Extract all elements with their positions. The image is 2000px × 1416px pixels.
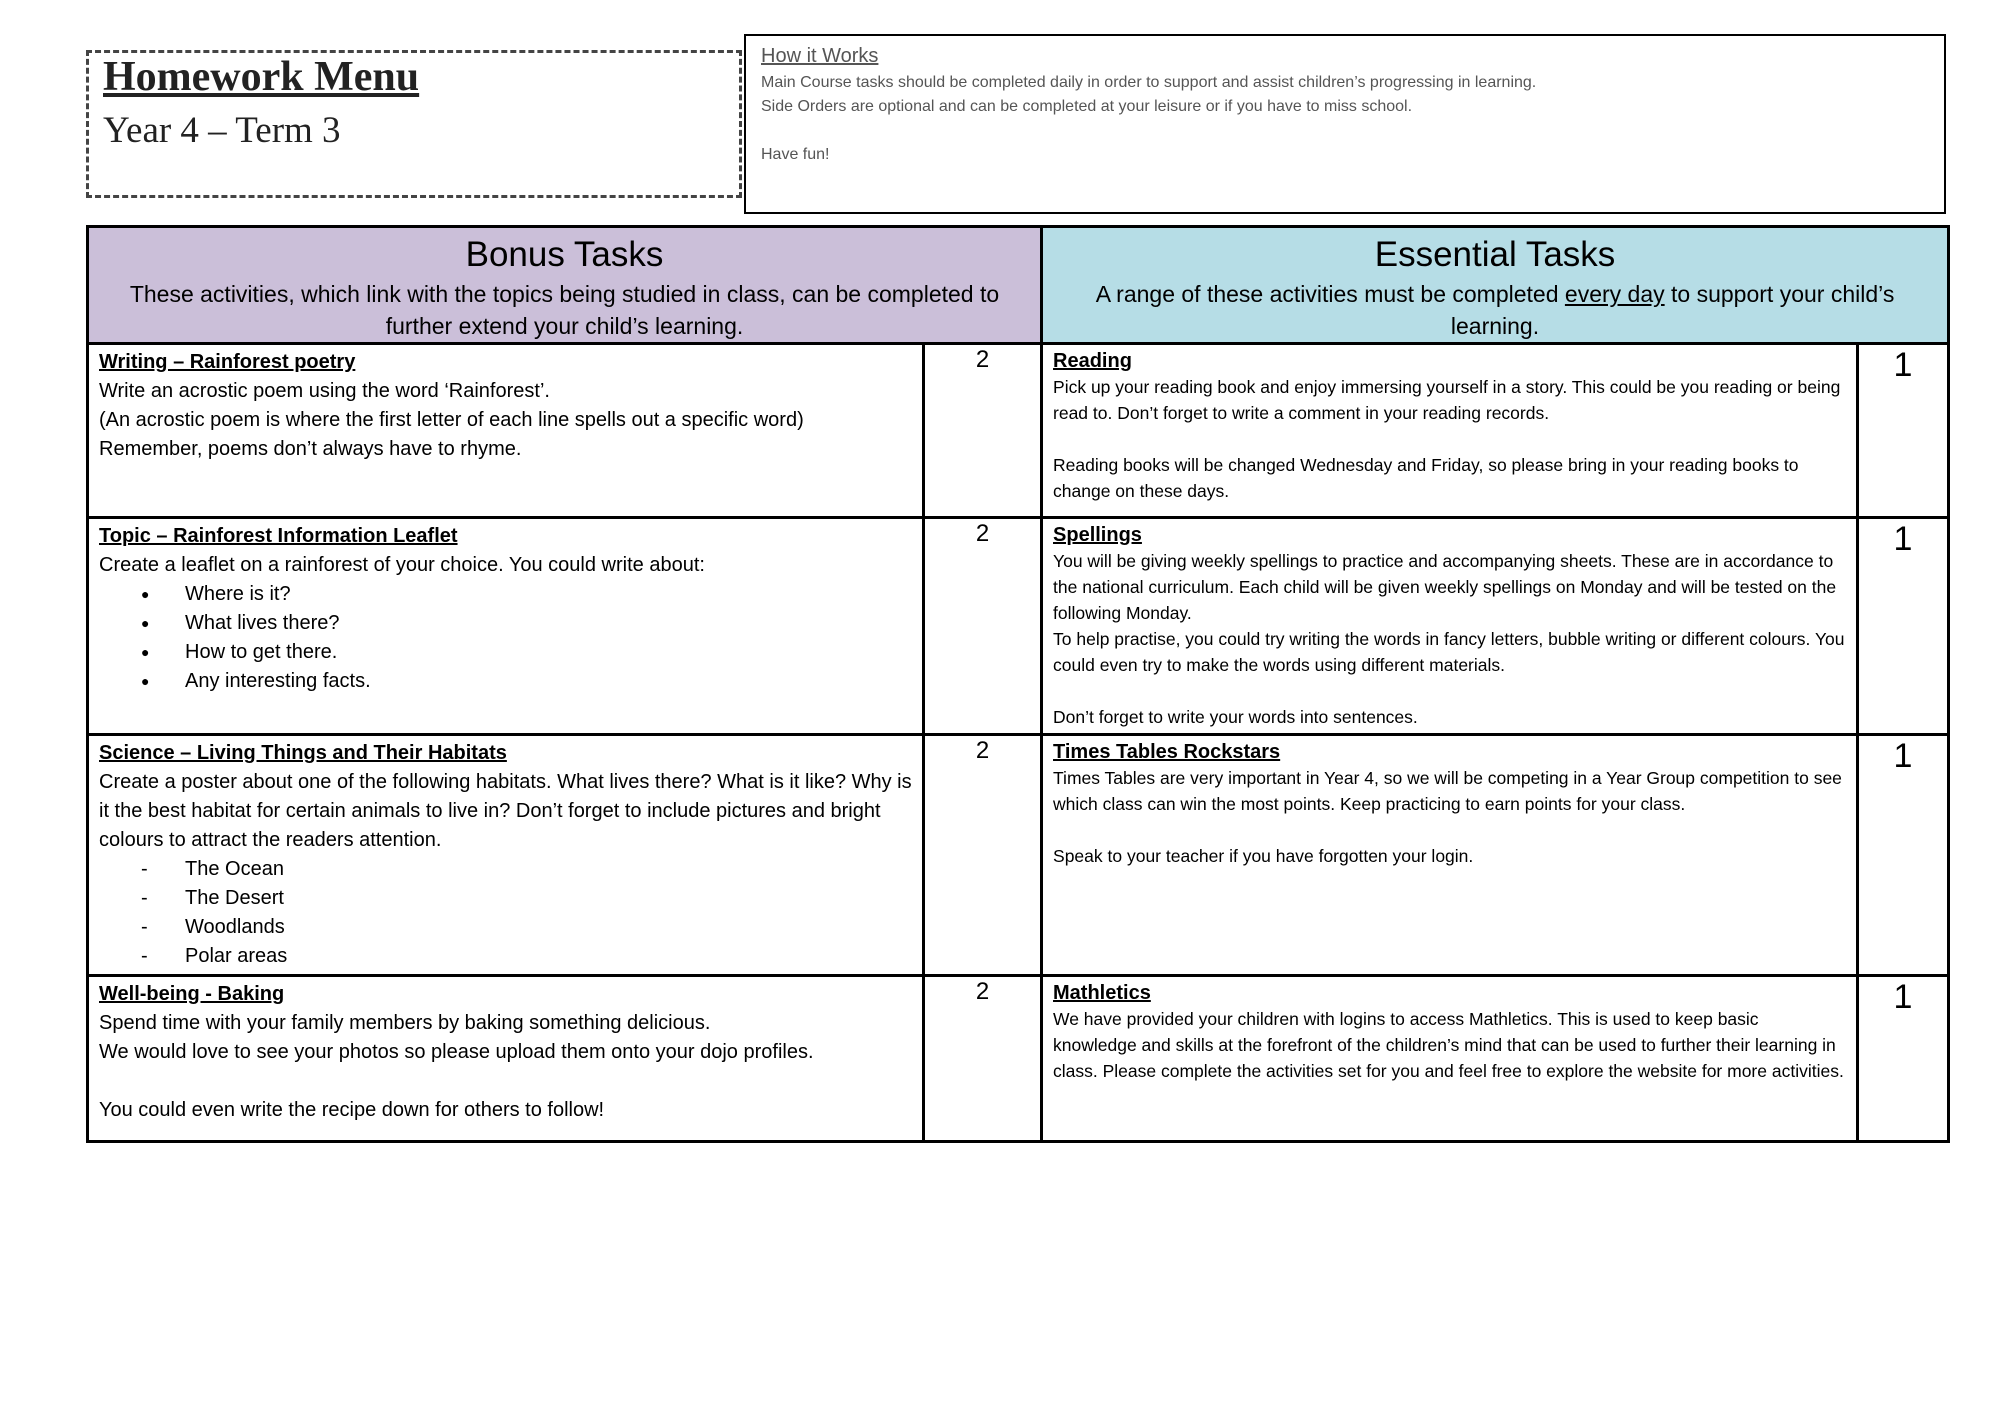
list-item: - Woodlands [185,913,912,942]
points-cell: 2 [924,976,1042,1142]
essential-task-mathletics [1042,976,1858,1142]
points-cell: 2 [924,735,1042,976]
essential-desc-emphasis: every day [1564,281,1665,307]
spacer [1053,426,1846,452]
table-row [88,976,1949,1142]
task-text: (An acrostic poem is where the first letter of each line spells out a specific word) [99,409,804,431]
task-text: We have provided your children with logins to access Mathletics. This is used to keep basic knowledge and skills at the forefront of the children’s mind that can be used to further their learning in class. Please complete the activities set for you and feel free to explore the website for more activities. [1053,1009,1844,1081]
spacer [1053,817,1846,843]
table-row [88,344,1949,518]
task-title: Reading [1053,350,1132,372]
task-text: Times Tables are very important in Year 4, so we will be competing in a Year Group competition to see which class can win the most points. Keep practicing to earn points for your class. [1053,768,1842,814]
points-cell: 1 [1858,344,1949,518]
bonus-task-wellbeing [88,976,924,1142]
list-item: ● What lives there? [185,609,912,638]
dash-list [99,855,912,971]
table-header-row [88,227,1949,344]
task-text: Pick up your reading book and enjoy immersing yourself in a story. This could be you reading or being read to. Don’t forget to write a comment in your reading records. [1053,377,1841,423]
spacer [99,1067,912,1096]
task-text: You will be giving weekly spellings to practice and accompanying sheets. These are in accordance to the national curriculum. Each child will be given weekly spellings on Monday and will be tested on the following Monday. [1053,551,1837,623]
task-title: Well-being - Baking [99,983,285,1005]
task-text: To help practise, you could try writing the words in fancy letters, bubble writing or different colours. You could even try to make the words using different materials. [1053,629,1845,675]
list-item: - The Ocean [185,855,912,884]
bonus-tasks-header [88,227,1042,344]
task-title: Writing – Rainforest poetry [99,351,356,373]
essential-tasks-description [1053,278,1937,342]
title-box [86,50,742,198]
task-title: Mathletics [1053,982,1151,1004]
essential-tasks-header [1042,227,1949,344]
task-title: Spellings [1053,524,1142,546]
points-cell: 2 [924,344,1042,518]
how-it-works-line: Have fun! [761,146,830,163]
list-item: ● Any interesting facts. [185,667,912,696]
list-item: ● How to get there. [185,638,912,667]
how-it-works-title: How it Works [761,45,879,67]
task-title: Times Tables Rockstars [1053,741,1281,763]
task-text: Speak to your teacher if you have forgotten your login. [1053,846,1474,866]
task-text: Don’t forget to write your words into sentences. [1053,707,1418,727]
points-cell: 1 [1858,976,1949,1142]
points-cell: 1 [1858,518,1949,735]
bullet-list [99,580,912,696]
essential-task-times-tables [1042,735,1858,976]
points-cell: 2 [924,518,1042,735]
list-item: - The Desert [185,884,912,913]
list-item: ● Where is it? [185,580,912,609]
spacer [1053,678,1846,704]
task-text: Spend time with your family members by baking something delicious. [99,1012,711,1034]
task-text: Reading books will be changed Wednesday and Friday, so please bring in your reading books to change on these days. [1053,455,1799,501]
table-row [88,735,1949,976]
task-text: Create a leaflet on a rainforest of your choice. You could write about: [99,554,705,576]
bonus-task-writing [88,344,924,518]
task-text: You could even write the recipe down for others to follow! [99,1099,605,1121]
essential-desc-part: A range of these activities must be completed [1095,281,1565,307]
task-text: Remember, poems don’t always have to rhyme. [99,438,522,460]
how-it-works-line: Main Course tasks should be completed daily in order to support and assist children’s progressing in learning. [761,74,1537,91]
page-title: Homework Menu [103,54,420,100]
how-it-works-box [744,34,1946,214]
task-text: Write an acrostic poem using the word ‘Rainforest’. [99,380,550,402]
bonus-tasks-description: These activities, which link with the topics being studied in class, can be completed to further extend your child’s learning. [129,281,1000,339]
page-subtitle: Year 4 – Term 3 [103,110,341,151]
task-title: Science – Living Things and Their Habitats [99,742,507,764]
task-text: Create a poster about one of the following habitats. What lives there? What is it like? Why is it the best habitat for certain animals to live in? Don’t forget to include pictures and bright colours to attract the readers attention. [99,771,912,851]
essential-task-spellings [1042,518,1858,735]
bonus-tasks-title: Bonus Tasks [465,235,664,274]
table-row [88,518,1949,735]
essential-desc-part: to support your child’s learning. [1450,281,1895,339]
essential-task-reading [1042,344,1858,518]
bonus-task-science [88,735,924,976]
task-text: We would love to see your photos so please upload them onto your dojo profiles. [99,1041,814,1063]
task-title: Topic – Rainforest Information Leaflet [99,525,458,547]
how-it-works-line: Side Orders are optional and can be completed at your leisure or if you have to miss school. [761,98,1413,115]
essential-tasks-title: Essential Tasks [1374,235,1616,274]
list-item: - Polar areas [185,942,912,971]
points-cell: 1 [1858,735,1949,976]
homework-table [86,225,1950,1143]
bonus-task-topic [88,518,924,735]
